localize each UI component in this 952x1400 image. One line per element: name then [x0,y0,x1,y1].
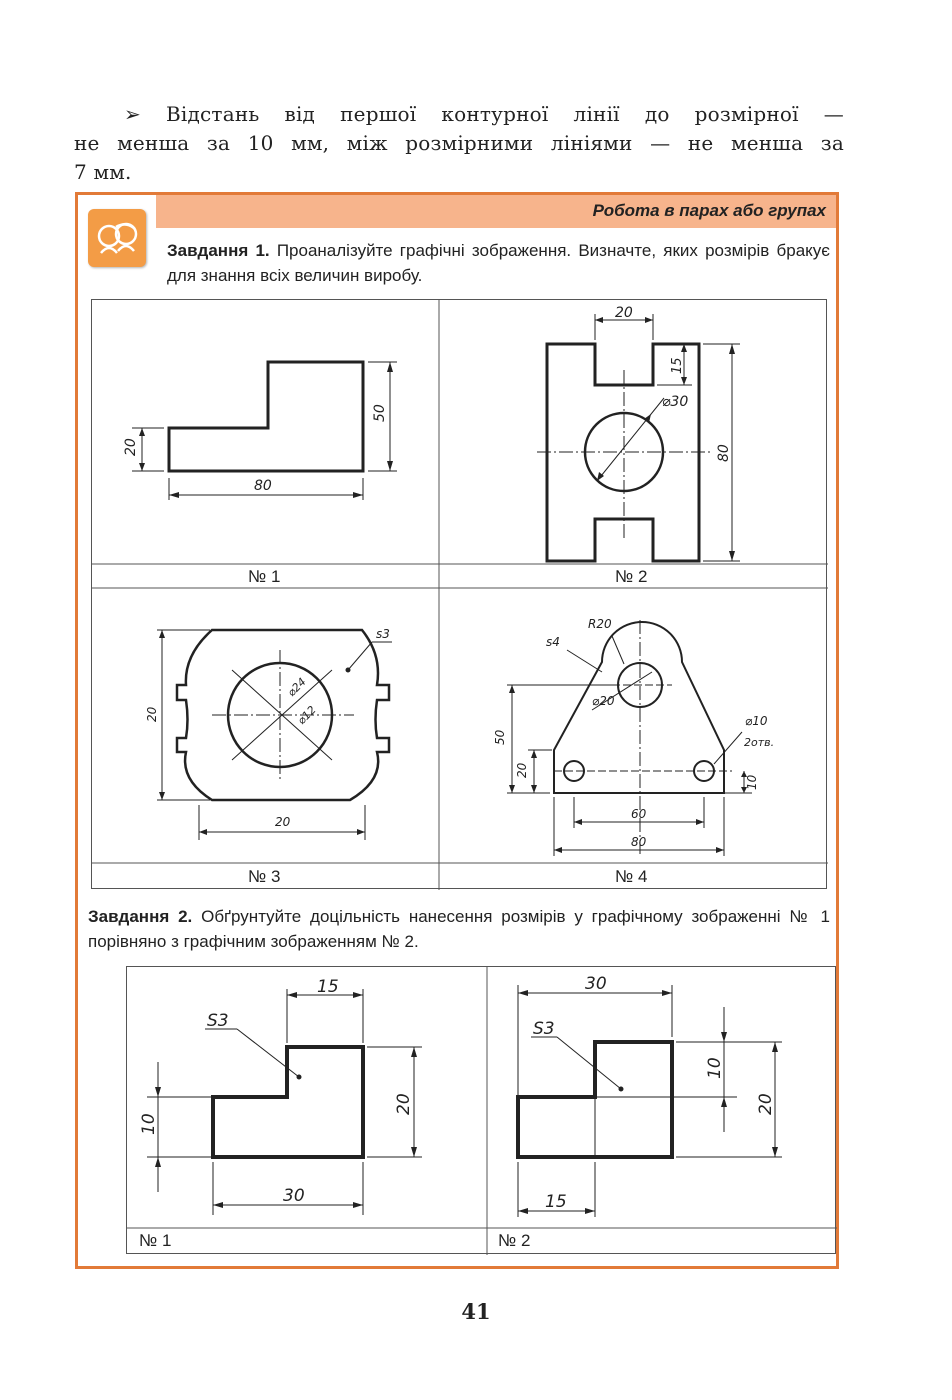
t2-fig1-dim-15: 15 [317,977,339,997]
t2-fig1-dim-30: 30 [283,1186,305,1206]
fig4-dim-20: 20 [515,762,529,778]
task-2-figures-grid [126,966,836,1254]
fig4-dim-60: 60 [631,807,647,821]
fig3-dim-20-vertical: 20 [145,706,159,722]
pair-work-icon [88,209,146,267]
intro-paragraph [74,100,844,187]
caption-t2-fig-2: № 2 [498,1231,531,1250]
task-1-figures-grid [91,299,827,889]
t2-fig1-dim-s3: S3 [207,1011,229,1031]
fig4-dim-d10: ⌀10 [745,714,768,728]
fig4-dim-s4: s4 [546,635,560,649]
figure-2-drawing [537,314,740,561]
fig1-dim-80: 80 [254,478,272,494]
section-title: Робота в парах або групах [592,201,826,220]
t2-fig2-dim-15: 15 [545,1192,567,1212]
fig3-dim-s3: s3 [376,627,390,641]
fig2-dim-80: 80 [716,444,732,462]
caption-fig-3: № 3 [248,867,281,886]
fig3-dim-d12: ⌀12 [294,703,319,728]
t2-fig2-dim-10: 10 [705,1057,725,1079]
page-number: 41 [461,1299,491,1324]
t2-fig1-dim-10: 10 [139,1113,159,1135]
task-2-label: Завдання 2. [88,907,193,926]
fig4-dim-80: 80 [631,835,647,849]
intro-line-3: 7 мм. [74,160,132,184]
fig2-dim-20: 20 [615,305,633,321]
intro-line-2: не менша за 10 мм, між розмірними лініями — не менша за [74,131,844,155]
fig4-dim-r20: R20 [588,617,612,631]
intro-line-1: ➢ Відстань від першої контурної лінії до розмірної — [124,102,844,126]
caption-fig-4: № 4 [615,867,648,886]
fig2-dim-15: 15 [670,357,685,374]
fig1-dim-20: 20 [123,438,139,456]
fig3-dim-d24: ⌀24 [284,675,309,700]
caption-t2-fig-1: № 1 [139,1231,172,1250]
task-1-label: Завдання 1. [167,241,270,260]
figure-3-drawing [157,630,392,840]
t2-fig2-dim-30: 30 [585,974,607,994]
fig2-dim-d30: ⌀30 [662,394,689,410]
caption-fig-1: № 1 [248,567,281,586]
task2-figure-1-drawing [147,989,422,1215]
fig1-dim-50: 50 [372,404,388,422]
t2-fig2-dim-20: 20 [756,1093,776,1115]
fig4-dim-d20: ⌀20 [592,694,615,708]
section-header-band [156,195,836,228]
task-2 [88,904,830,954]
t2-fig1-dim-20: 20 [394,1093,414,1115]
fig4-dim-2holes: 2отв. [744,736,775,749]
task-2-text: Обґрунтуйте доцільність нанесення розмірів у графічному зображенні № 1 порівняно з графічним зображенням № 2. [88,907,830,951]
task-1 [167,238,830,288]
fig3-dim-20-horizontal: 20 [275,815,291,829]
figure-4-drawing [507,620,752,856]
task2-figure-2-drawing [518,985,782,1217]
fig4-dim-50: 50 [493,729,507,745]
caption-fig-2: № 2 [615,567,648,586]
task-1-text: Проаналізуйте графічні зображення. Визначте, яких розмірів бракує для знання всіх величин виробу. [167,241,830,285]
fig4-dim-10: 10 [745,774,759,790]
t2-fig2-dim-s3: S3 [533,1019,555,1039]
